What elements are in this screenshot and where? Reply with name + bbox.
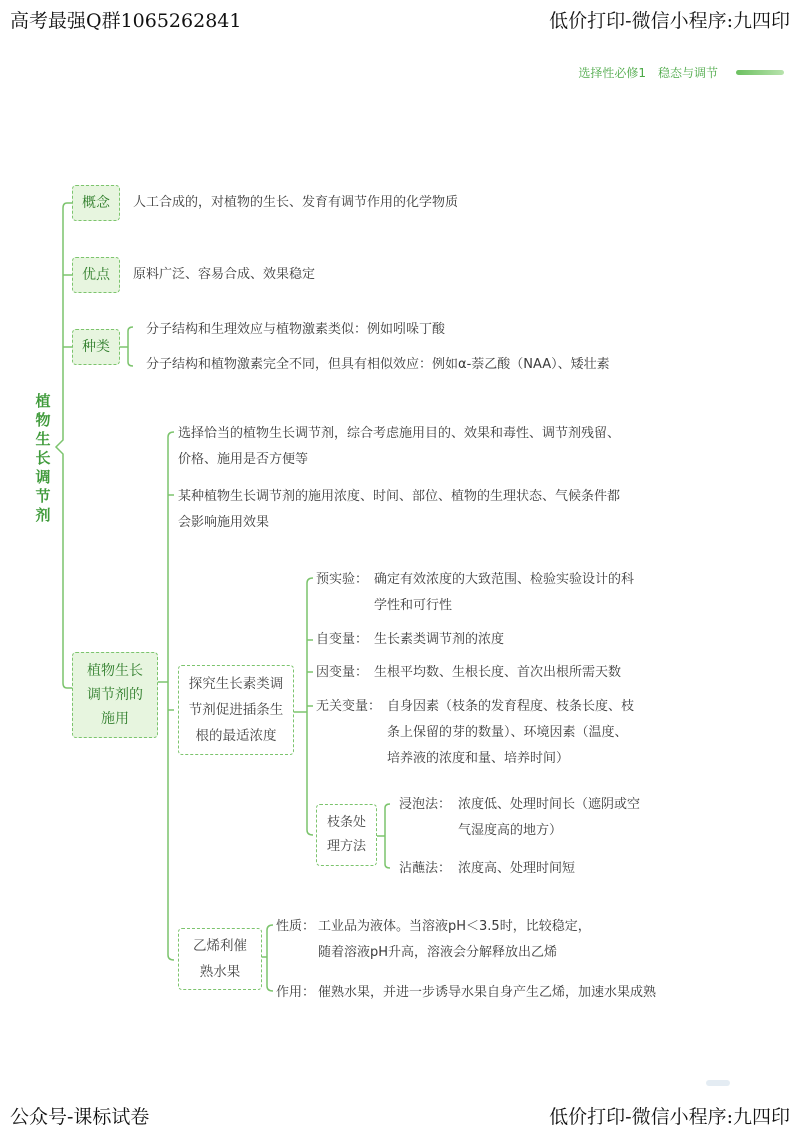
advantage-text: 原料广泛、容易合成、效果稳定 (133, 267, 316, 282)
application-label-box (72, 652, 158, 738)
independent-variable-label: 自变量： (316, 632, 369, 647)
root-title: 植物生长调节剂 (35, 392, 51, 524)
dependent-variable-text: 生根平均数、生根长度、首次出根所需天数 (374, 665, 622, 680)
application-p2-line-2: 会影响施用效果 (178, 515, 270, 530)
experiment-label-line-3: 根的最适浓度 (195, 728, 277, 744)
ethephon-property-label: 性质： (276, 919, 316, 934)
method-label-box (316, 804, 377, 866)
soak-method-line-1: 浓度低、处理时间长（遮阴或空 (458, 797, 641, 812)
ethephon-use-label: 作用： (276, 985, 316, 1000)
page-corner-mark (706, 1080, 730, 1086)
concept-label-box (72, 185, 120, 221)
watermark-bottom-left: 公众号-课标试卷 (10, 1106, 150, 1128)
method-label-line-1: 枝条处 (326, 815, 366, 830)
types-label-box (72, 329, 120, 365)
dip-method-text: 浓度高、处理时间短 (458, 861, 576, 876)
pre-experiment-label: 预实验： (316, 572, 369, 587)
experiment-label-box (178, 665, 294, 755)
ethephon-use-text: 催熟水果，并进一步诱导水果自身产生乙烯，加速水果成熟 (318, 985, 657, 1000)
concept-text: 人工合成的，对植物的生长、发育有调节作用的化学物质 (133, 195, 459, 210)
ethephon-property-line-1: 工业品为液体。当溶液pH＜3.5时，比较稳定， (318, 919, 591, 934)
control-variable-line-1: 自身因素（枝条的发育程度、枝条长度、枝 (387, 699, 635, 714)
method-label-line-2: 理方法 (326, 839, 366, 854)
pre-experiment-line-1: 确定有效浓度的大致范围、检验实验设计的科 (374, 572, 635, 587)
types-item-2: 分子结构和植物激素完全不同，但具有相似效应：例如α-萘乙酸（NAA）、矮壮素 (146, 357, 610, 372)
soak-method-label: 浸泡法： (399, 797, 452, 812)
control-variable-line-3: 培养液的浓度和量、培养时间） (387, 751, 570, 766)
watermark-bottom-right: 低价打印-微信小程序:九四印 (549, 1106, 790, 1128)
ethephon-label-line-1: 乙烯利催 (193, 938, 247, 954)
types-item-1: 分子结构和生理效应与植物激素类似：例如吲哚丁酸 (146, 322, 446, 337)
pre-experiment-line-2: 学性和可行性 (374, 598, 453, 613)
concept-label: 概念 (82, 195, 110, 211)
ethephon-property-line-2: 随着溶液pH升高，溶液会分解释放出乙烯 (318, 945, 558, 960)
independent-variable-text: 生长素类调节剂的浓度 (374, 632, 505, 647)
application-label-line-1: 植物生长 (87, 663, 143, 679)
experiment-label-line-2: 节剂促进插条生 (188, 702, 284, 718)
advantage-label: 优点 (82, 267, 110, 283)
ethephon-label-line-2: 熟水果 (199, 964, 241, 980)
watermark-top-right: 低价打印-微信小程序:九四印 (549, 10, 790, 32)
dip-method-label: 沾蘸法： (399, 861, 452, 876)
application-label-line-3: 施用 (101, 711, 129, 727)
watermark-top-left: 高考最强Q群1065262841 (10, 10, 242, 32)
section-header: 选择性必修1 稳态与调节 (578, 66, 718, 80)
application-p1-line-2: 价格、施用是否方便等 (178, 452, 309, 467)
experiment-label-line-1: 探究生长素类调 (188, 676, 284, 692)
types-label: 种类 (82, 339, 110, 355)
control-variable-label: 无关变量： (316, 699, 382, 714)
control-variable-line-2: 条上保留的芽的数量）、环境因素（温度、 (387, 725, 628, 740)
application-label-line-2: 调节剂的 (87, 687, 143, 703)
dependent-variable-label: 因变量： (316, 665, 369, 680)
ethephon-label-box (178, 928, 262, 990)
application-p2-line-1: 某种植物生长调节剂的施用浓度、时间、部位、植物的生理状态、气候条件都 (178, 489, 621, 504)
advantage-label-box (72, 257, 120, 293)
application-p1-line-1: 选择恰当的植物生长调节剂，综合考虑施用目的、效果和毒性、调节剂残留、 (178, 426, 621, 441)
soak-method-line-2: 气湿度高的地方） (458, 823, 563, 838)
